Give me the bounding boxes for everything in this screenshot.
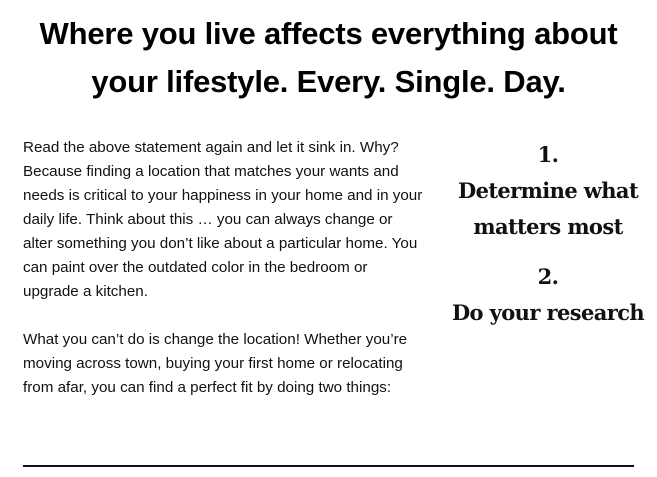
step-number: 2.	[537, 264, 559, 289]
page-headline: Where you live affects everything about your lifestyle. Every. Single. Day.	[39, 16, 618, 99]
step-number: 1.	[537, 142, 559, 167]
step-item	[440, 137, 656, 245]
step-title: Do your research	[451, 300, 645, 325]
body-text	[23, 136, 423, 424]
paragraph-intro: Read the above statement again and let it sink in. Why? Because finding a location that matches your wants and needs is critical to your happiness in your home and in your daily life. Think about this … you can always change or alter something you don’t like about a particular home. You can paint over the outdated color in the bedroom or upgrade a kitchen.	[23, 139, 423, 300]
section-divider	[23, 465, 634, 467]
steps-list	[440, 137, 656, 345]
step-item	[440, 259, 656, 331]
paragraph-location: What you can’t do is change the location! Whether you’re moving across town, buying your first home or relocating from afar, you can find a perfect fit by doing two things:	[23, 331, 408, 396]
step-title: Determine what matters most	[457, 178, 639, 239]
